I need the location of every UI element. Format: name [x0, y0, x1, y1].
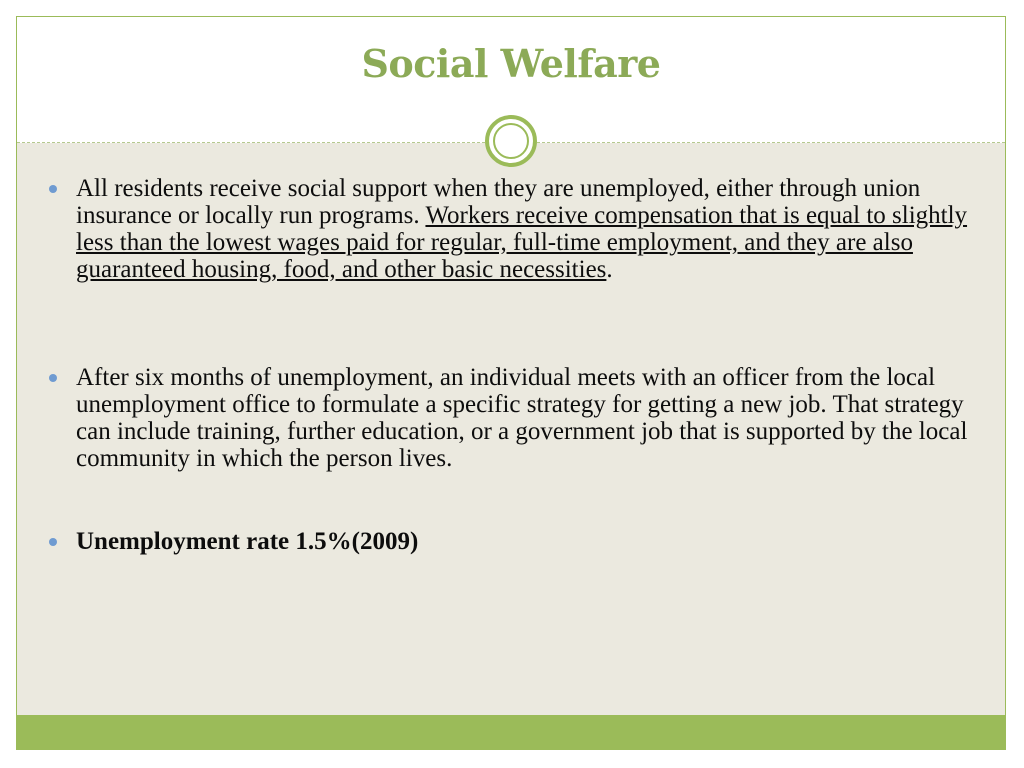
bullet-1-text: All residents receive social support when they are unemployed, either through union insurance or locally run programs.: [76, 175, 921, 229]
footer-band: [17, 715, 1005, 749]
bullet-dot-icon: [49, 538, 57, 546]
divider-ring-inner: [493, 123, 529, 159]
bullet-2-text: After six months of unemployment, an individual meets with an officer from the local unemployment office to formulate a specific strategy for getting a new job. That strategy can include training, further education, or a government job that is supported by the local community in which the person lives.: [76, 364, 968, 472]
bullet-item-2: [47, 364, 977, 472]
bullet-1-end: .: [606, 256, 613, 283]
bullet-dot-icon: [49, 185, 57, 193]
bullet-list: [47, 175, 977, 555]
bullet-dot-icon: [49, 374, 57, 382]
bullet-item-3: [47, 528, 977, 555]
slide: [16, 16, 1006, 750]
bullet-item-1: [47, 175, 977, 283]
bullet-3-text: Unemployment rate 1.5%(2009): [76, 528, 419, 555]
bullet-1-underlined-text: Workers receive compensation that is equal to slightly less than the lowest wages paid for regular, full-time employment, and they are also guaranteed housing, food, and other basic necessities: [76, 202, 968, 283]
divider-ring-icon: [485, 115, 537, 167]
slide-title: Social Welfare: [361, 41, 661, 86]
